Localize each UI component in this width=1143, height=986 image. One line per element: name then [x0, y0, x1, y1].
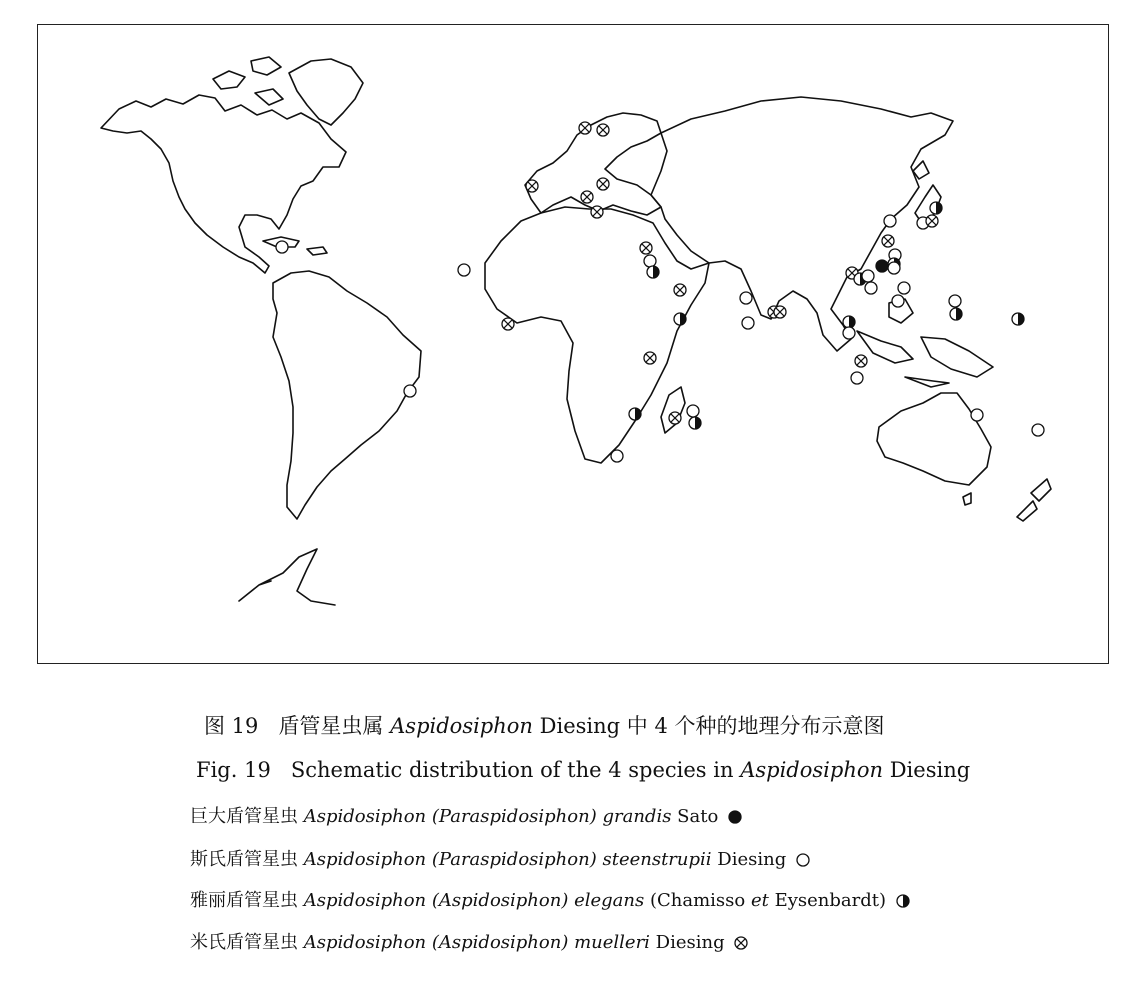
caption-en-text: Schematic distribution of the 4 species in	[290, 758, 734, 782]
steenstrupii-site	[611, 450, 623, 462]
legend-item-muelleri	[190, 928, 749, 954]
elegans-site	[689, 417, 701, 429]
map-drawing	[38, 25, 1110, 665]
caption-en-prefix: Fig. 19	[196, 758, 271, 782]
legend-author-et: et	[750, 890, 769, 911]
muelleri-site	[644, 352, 656, 364]
muelleri-site	[597, 178, 609, 190]
caption-en-author: Diesing	[889, 758, 971, 782]
legend-author-pre: (Chamisso	[649, 890, 746, 911]
south-america-outline	[273, 271, 421, 519]
madagascar-outline	[661, 387, 685, 433]
greenland-outline	[289, 59, 363, 125]
steenstrupii-site	[458, 264, 470, 276]
muelleri-site	[669, 412, 681, 424]
grandis-site	[876, 260, 888, 272]
steenstrupii-site	[644, 255, 656, 267]
legend-genus: Aspidosiphon	[303, 806, 427, 827]
elegans-site	[950, 308, 962, 320]
steenstrupii-site	[843, 327, 855, 339]
elegans-site	[674, 313, 686, 325]
legend-subgenus: (Paraspidosiphon)	[431, 849, 597, 870]
steenstrupii-site	[276, 241, 288, 253]
legend-item-grandis	[190, 802, 743, 828]
legend-author: Sato	[677, 806, 719, 827]
tasmania-outline	[963, 493, 971, 505]
asia-outline	[651, 97, 953, 351]
legend-genus: Aspidosiphon	[303, 932, 427, 953]
legend-cn-name: 斯氏盾管星虫	[190, 849, 298, 870]
steenstrupii-site	[740, 292, 752, 304]
filled-circle-icon	[727, 809, 743, 825]
legend-item-steenstrupii	[190, 845, 811, 871]
antarctic-peninsula	[239, 549, 335, 605]
legend-item-elegans	[190, 886, 911, 912]
caption-cn-genus-cn: 盾管星虫属	[278, 714, 384, 738]
crossed-circle-icon	[733, 935, 749, 951]
legend-subgenus: (Aspidosiphon)	[431, 932, 569, 953]
muelleri-site	[579, 122, 591, 134]
elegans-site	[647, 266, 659, 278]
muelleri-site	[640, 242, 652, 254]
world-map	[37, 24, 1109, 664]
muelleri-site	[855, 355, 867, 367]
legend-cn-name: 雅丽盾管星虫	[190, 890, 298, 911]
muelleri-site	[502, 318, 514, 330]
steenstrupii-site	[404, 385, 416, 397]
legend-subgenus: (Aspidosiphon)	[431, 890, 569, 911]
caption-cn-suffix: 中 4 个种的地理分布示意图	[626, 714, 885, 738]
australia-outline	[877, 393, 991, 485]
legend-author-post: Eysenbardt)	[774, 890, 887, 911]
southeast-asia-islands	[857, 299, 993, 387]
steenstrupii-site	[898, 282, 910, 294]
japan-outline	[913, 161, 941, 225]
figure-caption-english	[196, 758, 970, 782]
legend-subgenus: (Paraspidosiphon)	[431, 806, 597, 827]
steenstrupii-site	[865, 282, 877, 294]
figure-caption-chinese	[204, 710, 885, 740]
legend-genus: Aspidosiphon	[303, 849, 427, 870]
elegans-site	[1012, 313, 1024, 325]
caribbean-islands	[263, 237, 327, 255]
steenstrupii-site	[851, 372, 863, 384]
caption-cn-genus: Aspidosiphon	[390, 714, 533, 738]
legend-cn-name: 巨大盾管星虫	[190, 806, 298, 827]
muelleri-site	[674, 284, 686, 296]
legend-author: Diesing	[655, 932, 725, 953]
steenstrupii-site	[949, 295, 961, 307]
muelleri-site	[526, 180, 538, 192]
arctic-islands	[213, 57, 283, 105]
steenstrupii-site	[888, 262, 900, 274]
open-circle-icon	[795, 852, 811, 868]
elegans-site	[843, 316, 855, 328]
steenstrupii-site	[884, 215, 896, 227]
muelleri-site	[591, 206, 603, 218]
legend-species: grandis	[602, 806, 672, 827]
caption-cn-author: Diesing	[539, 714, 621, 738]
new-zealand-outline	[1017, 479, 1051, 521]
caption-en-genus: Aspidosiphon	[740, 758, 884, 782]
steenstrupii-site	[971, 409, 983, 421]
north-america-outline	[101, 95, 346, 273]
legend-cn-name: 米氏盾管星虫	[190, 932, 298, 953]
half-circle-icon	[895, 893, 911, 909]
legend-species: muelleri	[574, 932, 650, 953]
muelleri-site	[581, 191, 593, 203]
steenstrupii-site	[1032, 424, 1044, 436]
legend-species: steenstrupii	[602, 849, 712, 870]
caption-cn-prefix: 图 19	[204, 714, 259, 738]
muelleri-site	[926, 215, 938, 227]
steenstrupii-site	[742, 317, 754, 329]
legend-genus: Aspidosiphon	[303, 890, 427, 911]
elegans-site	[629, 408, 641, 420]
legend-species: elegans	[574, 890, 645, 911]
muelleri-site	[597, 124, 609, 136]
steenstrupii-site	[862, 270, 874, 282]
legend-author: Diesing	[717, 849, 787, 870]
muelleri-site	[774, 306, 786, 318]
steenstrupii-site	[892, 295, 904, 307]
steenstrupii-site	[687, 405, 699, 417]
muelleri-site	[882, 235, 894, 247]
elegans-site	[930, 202, 942, 214]
